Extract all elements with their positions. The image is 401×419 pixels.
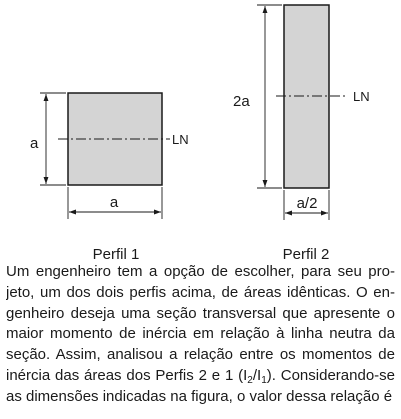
question-text [6,262,395,408]
question-line: maior momento de inércia em relação à linha neutra da [6,325,395,343]
question-line: Um engenheiro tem a opção de escolher, para seu pro- [6,263,395,280]
profile-1-caption: Perfil 1 [92,246,140,262]
profile-2 [233,5,370,262]
ratio-text-after: ). Considerando-se [266,366,395,384]
profile-2-caption: Perfil 2 [282,246,330,262]
ratio-subscript-2: 2 [247,374,253,386]
profile-2-width-label: a/2 [296,195,318,212]
profile-1-width-label: a [109,194,119,211]
question-line: genheiro deseja uma seção transversal que apresente o [6,304,395,322]
profile-2-height-label: 2a [233,93,250,110]
profile-2-ln-label: LN [353,89,370,104]
question-line: seção. Assim, analisou a relação entre os momentos de [6,346,395,364]
question-line: jeto, um dos dois perfis acima, de áreas idênticas. O en- [6,283,395,301]
ratio-text-before: inércia das áreas dos Perfis 2 e 1 (I [6,366,248,384]
profile-1-ln-label: LN [172,132,189,147]
ratio-slash: /I [252,366,262,384]
question-line: as dimensões indicadas na figura, o valor dessa relação é [6,387,393,405]
profile-1-height-label: a [30,135,39,152]
profile-1 [30,93,189,262]
ratio-subscript-1: 1 [261,374,267,386]
question-line-ratio [6,366,395,387]
